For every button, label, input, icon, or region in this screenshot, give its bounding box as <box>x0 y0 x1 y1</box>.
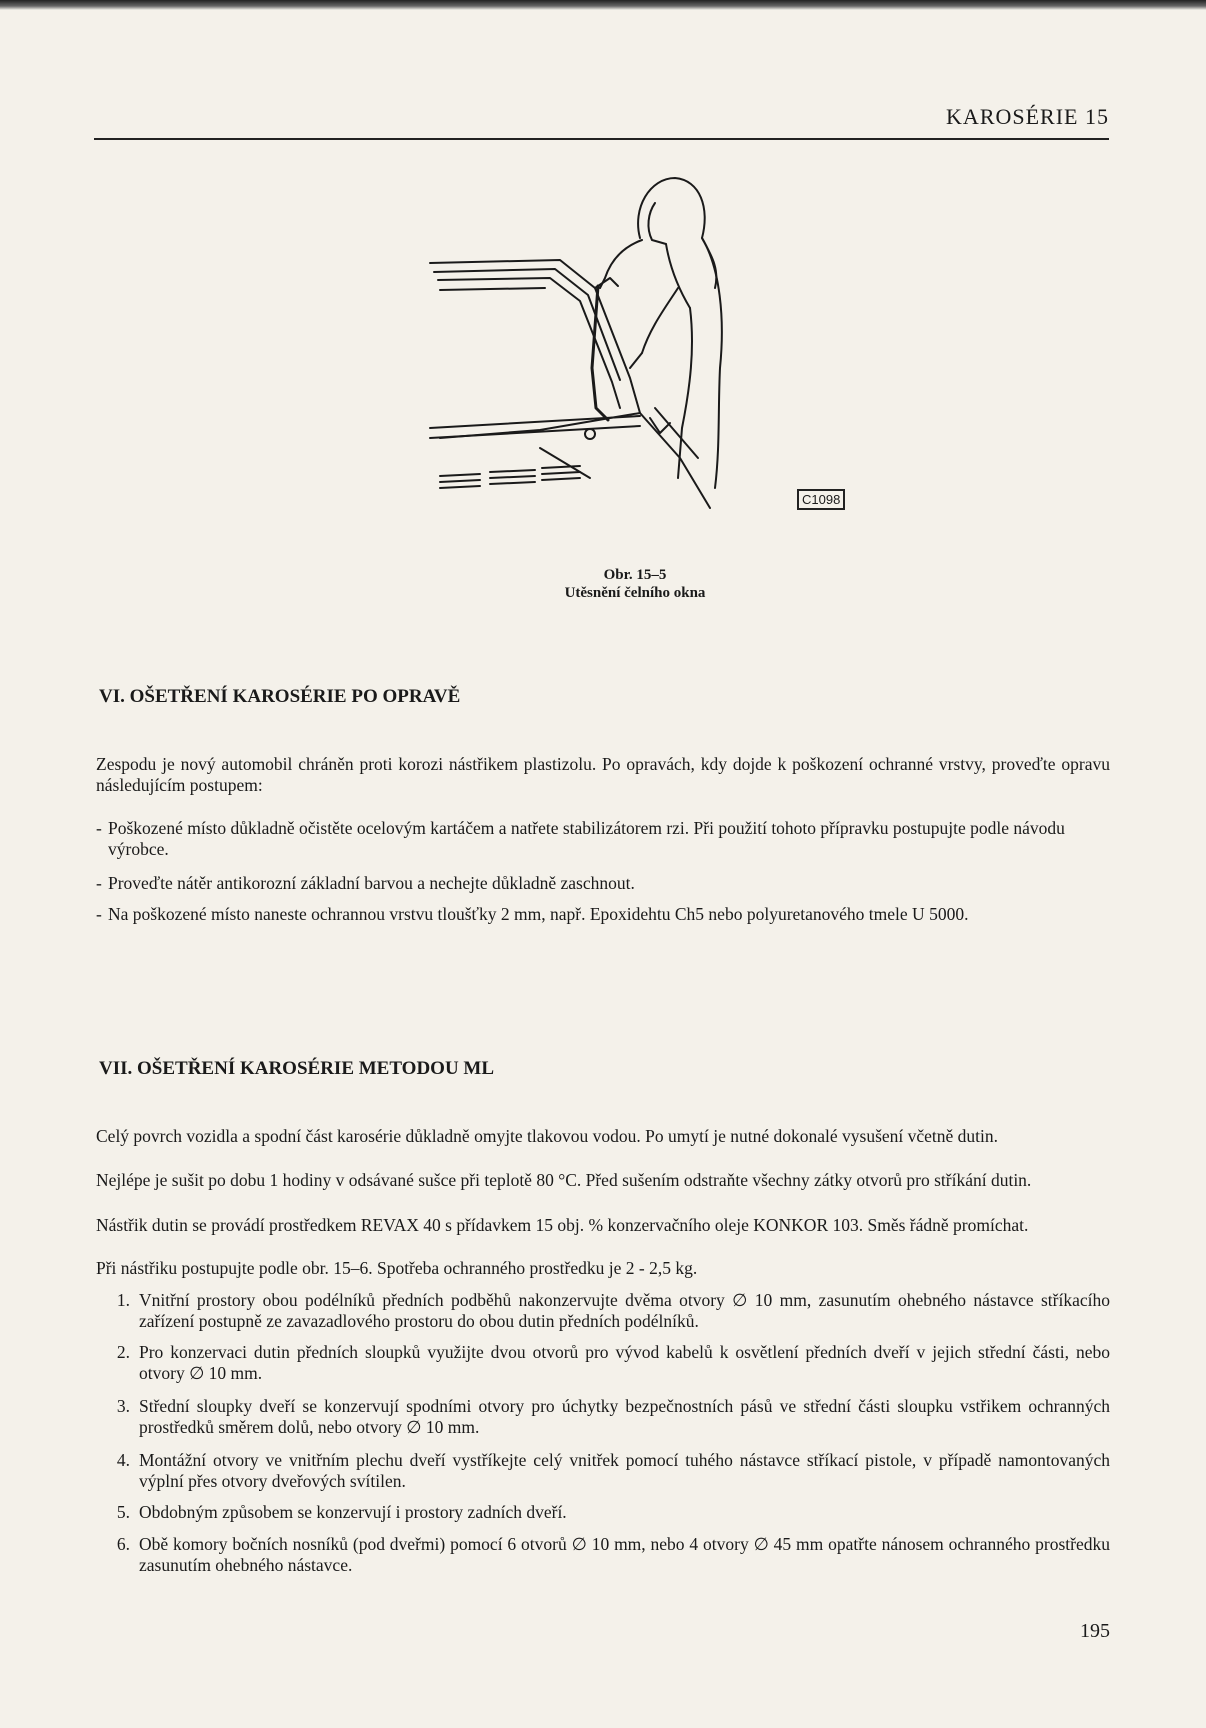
section-7-heading: VII. OŠETŘENÍ KAROSÉRIE METODOU ML <box>99 1058 495 1079</box>
list-item: - Na poškozené místo naneste ochrannou vrstvu tloušťky 2 mm, např. Epoxidehtu Ch5 nebo polyuretanového tmele U 5000. <box>96 904 969 924</box>
figure-code: C1098 <box>797 489 845 510</box>
section-6-intro: Zespodu je nový automobil chráněn proti korozi nástřikem plastizolu. Po opravách, kdy dojde k poškození ochranné vrstvy, proveďte opravu následujícím postupem: <box>96 754 1110 795</box>
windshield-sealing-illustration <box>420 168 890 528</box>
list-item: 4. Montážní otvory ve vnitřním plechu dveří vystříkejte celý vnitřek pomocí tuhého nástavce stříkací pistole, v případě namontovaných výplní přes otvory dveřových svítilen. <box>116 1450 1110 1491</box>
section-7-paragraph-3: Nástřik dutin se provádí prostředkem REVAX 40 s přídavkem 15 obj. % konzervačního oleje KONKOR 103. Směs řádně promíchat. <box>96 1215 1029 1235</box>
section-7-paragraph-4: Při nástřiku postupujte podle obr. 15–6. Spotřeba ochranného prostředku je 2 - 2,5 kg. <box>96 1258 698 1278</box>
list-item: 2. Pro konzervaci dutin předních sloupků využijte dvou otvorů pro vývod kabelů k osvětlení předních dveří v jejich střední části, nebo otvory ∅ 10 mm. <box>116 1342 1110 1383</box>
figure-caption <box>520 566 750 602</box>
list-item: 5. Obdobným způsobem se konzervují i prostory zadních dveří. <box>116 1502 567 1522</box>
figure-caption-number: Obr. 15–5 <box>603 567 667 583</box>
figure-caption-title: Utěsnění čelního okna <box>564 585 706 601</box>
header-title: KAROSÉRIE 15 <box>946 104 1109 129</box>
section-6-heading: VI. OŠETŘENÍ KAROSÉRIE PO OPRAVĚ <box>99 686 461 707</box>
section-7-paragraph-2: Nejlépe je sušit po dobu 1 hodiny v odsávané sušce při teplotě 80 °C. Před sušením odstraňte všechny zátky otvorů pro stříkání dutin. <box>96 1170 1032 1190</box>
list-item: - Poškozené místo důkladně očistěte ocelovým kartáčem a natřete stabilizátorem rzi. Při použití tohoto přípravku postupujte podle návodu výrobce. <box>96 818 1065 859</box>
section-7-paragraph-1: Celý povrch vozidla a spodní část karosérie důkladně omyjte tlakovou vodou. Po umytí je nutné dokonalé vysušení včetně dutin. <box>96 1126 999 1146</box>
list-item: 3. Střední sloupky dveří se konzervují spodními otvory pro úchytky bezpečnostních pásů ve střední části sloupku vstřikem ochranných prostředků směrem dolů, nebo otvory ∅ 10 mm. <box>116 1396 1110 1437</box>
list-item: 6. Obě komory bočních nosníků (pod dveřmi) pomocí 6 otvorů ∅ 10 mm, nebo 4 otvory ∅ 45 mm opatřte nánosem ochranného prostředku zasunutím ohebného nástavce. <box>116 1534 1110 1575</box>
scan-edge <box>0 0 1206 10</box>
list-item: 1. Vnitřní prostory obou podélníků předních podběhů nakonzervujte dvěma otvory ∅ 10 mm, zasunutím ohebného nástavce stříkacího zařízení postupně ze zavazadlového prostoru do obou dutin předních podélníků. <box>116 1290 1110 1331</box>
page-number: 195 <box>1080 1620 1110 1642</box>
windshield-illustration-svg <box>420 168 890 528</box>
page-header <box>94 104 1109 140</box>
list-item: - Proveďte nátěr antikorozní základní barvou a nechejte důkladně zaschnout. <box>96 873 635 893</box>
